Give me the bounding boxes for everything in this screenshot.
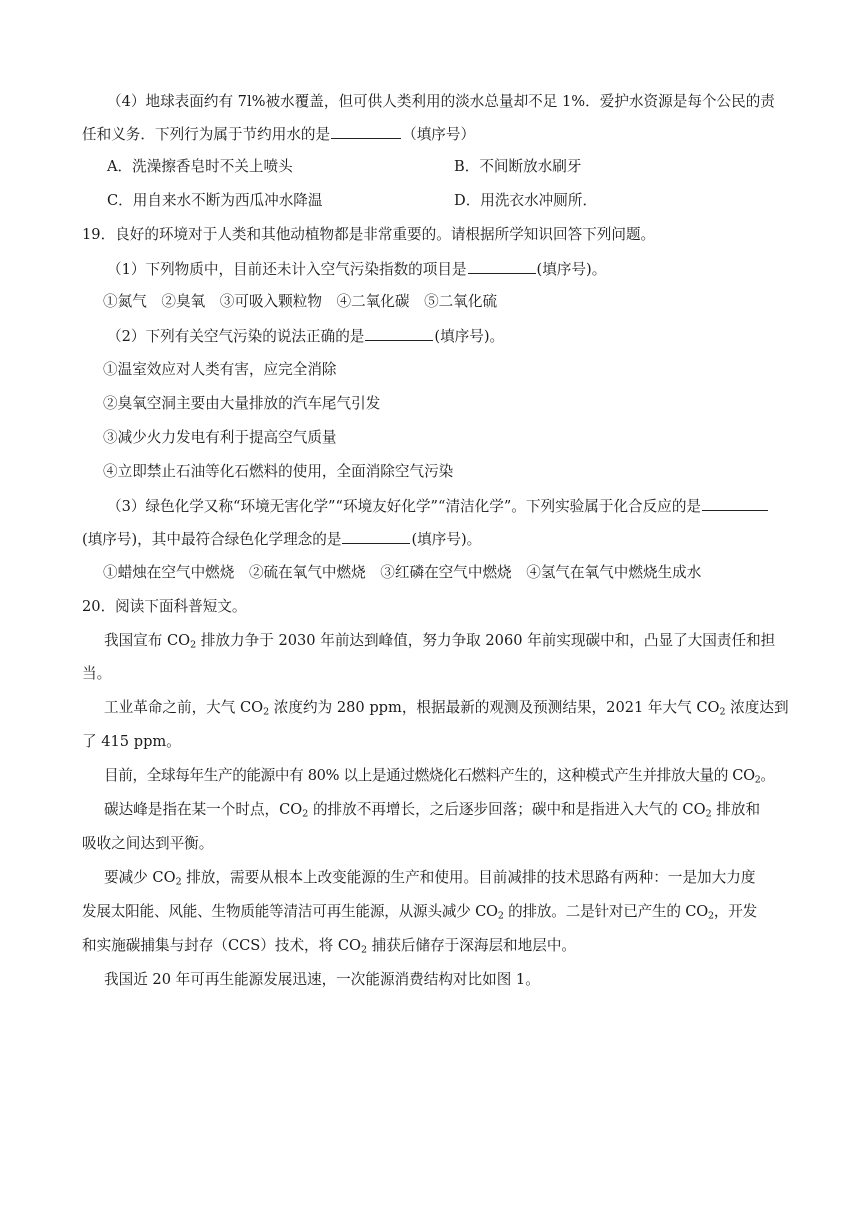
q19-part3-text: （3）绿色化学又称“环境无害化学”“环境友好化学”“清洁化学”。下列实验属于化合反应的是 [107, 498, 702, 515]
paragraph-5-cont1 [82, 902, 757, 922]
q19-part2-item2: ②臭氧空洞主要由大量排放的汽车尾气引发 [103, 395, 381, 412]
text-span: 工业革命之前，大气 CO [104, 699, 264, 716]
text-span: ，开发 [713, 903, 758, 920]
answer-blank[interactable] [702, 496, 768, 511]
q19-part3-hint: (填序号)。 [411, 531, 482, 548]
subscript: 2 [263, 706, 270, 718]
paragraph-4 [104, 800, 760, 820]
answer-blank[interactable] [342, 529, 410, 544]
text-span: 我国宣布 CO [104, 632, 191, 649]
q19-part2-text: （2）下列有关空气污染的说法正确的是 [107, 328, 365, 345]
answer-blank[interactable] [331, 124, 401, 139]
text-span: 和实施碳捕集与封存（CCS）技术，将 CO [82, 937, 362, 954]
q18-part4-line1: （4）地球表面约有 7l%被水覆盖，但可供人类利用的淡水总量却不足 1%．爱护水资源是每个公民的责 [107, 93, 775, 110]
paragraph-1 [104, 631, 775, 651]
q19-part2-item1: ①温室效应对人类有害，应完全消除 [103, 361, 337, 378]
text-span: 目前，全球每年生产的能源中有 80% 以上是通过燃烧化石燃料产生的，这种模式产生并排放大量的 CO [104, 767, 755, 784]
q20-stem: 20．阅读下面科普短文。 [82, 598, 247, 615]
option-c: C．用自来水不断为西瓜冲水降温 [107, 192, 323, 209]
q19-part3-line1 [107, 496, 769, 517]
text-span: 。 [760, 767, 775, 784]
subscript: 2 [754, 774, 761, 786]
paragraph-6: 我国近 20 年可再生能源发展迅速，一次能源消费结构对比如图 1。 [104, 971, 540, 988]
q18-part4-text: 任和义务．下列行为属于节约用水的是 [82, 126, 331, 143]
text-span: 浓度约为 280 ppm，根据最新的观测及预测结果，2021 年大气 CO [269, 699, 720, 716]
q19-part1-text: （1）下列物质中，目前还未计入空气污染指数的项目是 [107, 261, 467, 278]
paragraph-5 [104, 868, 755, 888]
q19-part2-item3: ③减少火力发电有利于提高空气质量 [103, 429, 337, 446]
q19-part1-items: ①氮气 ②臭氧 ③可吸入颗粒物 ④二氧化碳 ⑤二氧化硫 [103, 293, 498, 310]
q19-part2-item4: ④立即禁止石油等化石燃料的使用，全面消除空气污染 [103, 463, 454, 480]
text-span: 碳达峰是指在某一个时点，CO [104, 801, 303, 818]
q19-part3-items: ①蜡烛在空气中燃烧 ②硫在氧气中燃烧 ③红磷在空气中燃烧 ④氢气在氧气中燃烧生成水 [103, 564, 702, 581]
text-span: 发展太阳能、风能、生物质能等清洁可再生能源，从源头减少 CO [82, 903, 498, 920]
text-span: 的排放不再增长，之后逐步回落；碳中和是指进入大气的 CO [308, 801, 706, 818]
q18-part4-hint: （填序号） [402, 126, 476, 143]
paragraph-4-cont: 吸收之间达到平衡。 [82, 835, 214, 852]
q19-part3-text2: (填序号)，其中最符合绿色化学理念的是 [82, 531, 342, 548]
q18-part4-line2 [82, 124, 475, 145]
subscript: 2 [302, 808, 309, 820]
subscript: 2 [705, 808, 712, 820]
text-span: 捕获后储存于深海层和地层中。 [367, 937, 577, 954]
text-span: 要减少 CO [104, 869, 176, 886]
q19-part3-line2 [82, 529, 481, 550]
paragraph-3 [104, 766, 775, 786]
paragraph-5-cont2 [82, 936, 576, 956]
answer-blank[interactable] [468, 259, 536, 274]
subscript: 2 [175, 876, 182, 888]
answer-blank[interactable] [365, 326, 433, 341]
paragraph-1-cont: 当。 [82, 665, 112, 682]
q19-part1-hint: (填序号)。 [536, 261, 607, 278]
text-span: 排放，需要从根本上改变能源的生产和使用。目前减排的技术思路有两种：一是加大力度 [181, 869, 756, 886]
paragraph-2 [104, 698, 789, 718]
q19-part2-hint: (填序号)。 [434, 328, 505, 345]
option-b: B．不间断放水刷牙 [454, 158, 582, 175]
q19-stem: 19．良好的环境对于人类和其他动植物都是非常重要的。请根据所学知识回答下列问题。 [82, 226, 656, 243]
subscript: 2 [190, 639, 197, 651]
subscript: 2 [708, 910, 714, 922]
option-d: D．用洗衣水冲厕所． [454, 192, 598, 209]
q19-part2 [107, 326, 504, 347]
text-span: 排放和 [711, 801, 761, 818]
text-span: 排放力争于 2030 年前达到峰值，努力争取 2060 年前实现碳中和，凸显了大国责任和担 [196, 632, 776, 649]
q19-part1 [107, 259, 606, 280]
text-span: 的排放。二是针对已产生的 CO [503, 903, 708, 920]
subscript: 2 [719, 706, 726, 718]
subscript: 2 [361, 944, 368, 956]
option-a: A．洗澡擦香皂时不关上喷头 [107, 158, 293, 175]
subscript: 2 [497, 910, 504, 922]
text-span: 浓度达到 [725, 699, 789, 716]
paragraph-2-cont: 了 415 ppm。 [82, 733, 181, 750]
